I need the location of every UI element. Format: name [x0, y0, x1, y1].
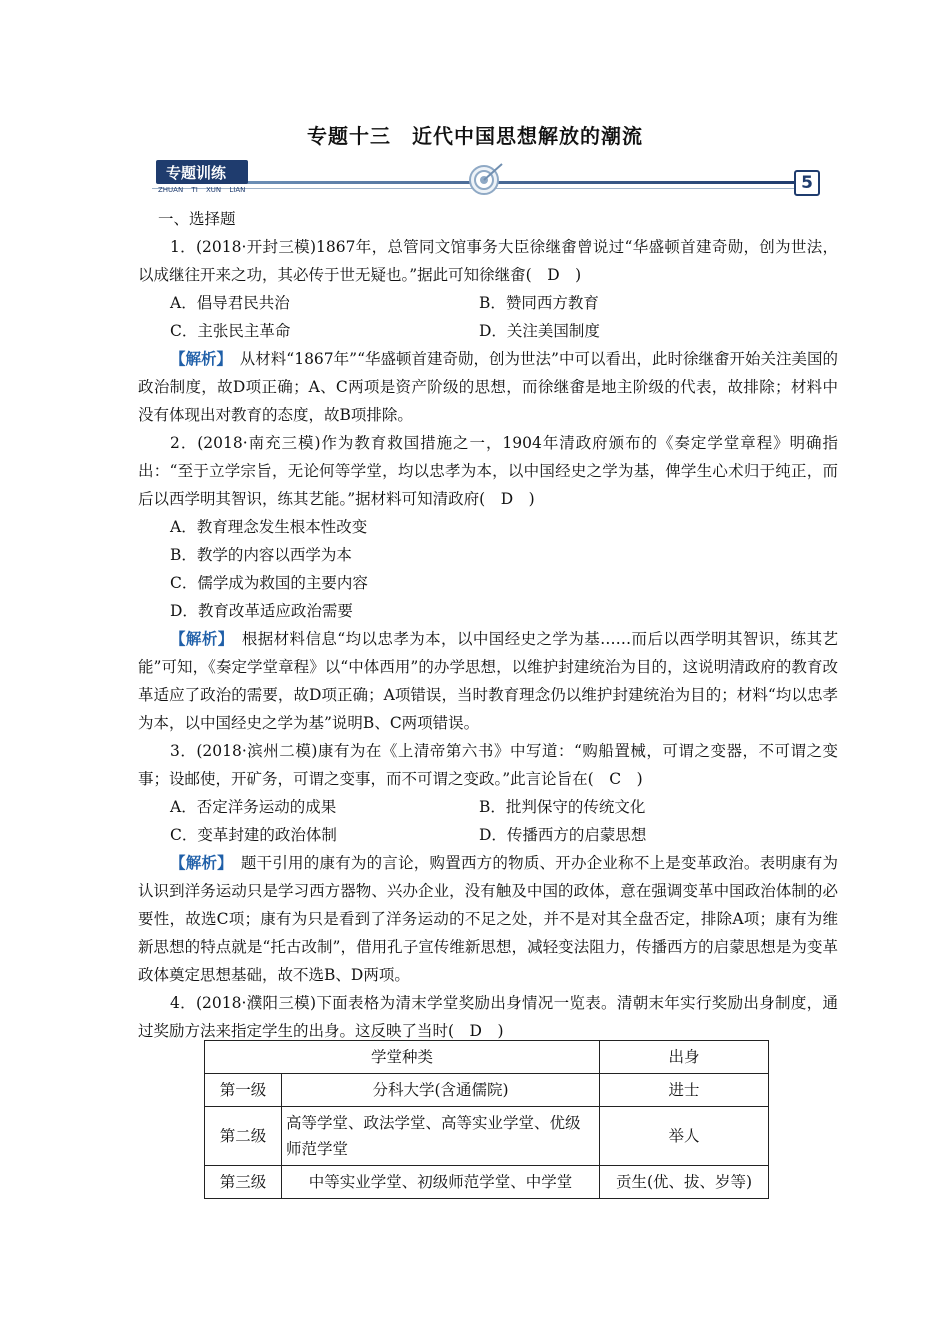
- table-cell-rank: 进士: [600, 1074, 769, 1107]
- analysis-text: 从材料“1867年”“华盛顿首建奇勋，创为世法”中可以看出，此时徐继畬开始关注美国的政治制度，故D项正确；A、C两项是资产阶级的思想，而徐继畬是地主阶级的代表，故排除；材料中没有体现出对教育的态度，故B项排除。: [138, 350, 838, 424]
- banner-pinyin: ZHUAN TI XUN LIAN: [158, 186, 246, 194]
- banner-tag: [156, 160, 248, 184]
- options-row: [138, 289, 838, 317]
- analysis-text: 题干引用的康有为的言论，购置西方的物质、开办企业称不上是变革政治。表明康有为认识到洋务运动只是学习西方器物、兴办企业，没有触及中国的政体，意在强调变革中国政治体制的必要性，故选C项；康有为只是看到了洋务运动的不足之处，并不是对其全盘否定，排除A项；康有为维新思想的特点就是“托古改制”，借用孔子宣传维新思想，减轻变法阻力，传播西方的启蒙思想是为变革政体奠定思想基础，故不选B、D两项。: [138, 854, 838, 984]
- target-icon: [460, 160, 508, 198]
- table-cell-schools: 分科大学(含通儒院): [282, 1074, 600, 1107]
- table-cell-level: 第二级: [205, 1107, 282, 1166]
- table-row: [205, 1166, 769, 1199]
- option-b: B．教学的内容以西学为本: [170, 546, 352, 564]
- section-heading: 一、选择题: [158, 210, 236, 228]
- option-b: B．批判保守的传统文化: [479, 798, 646, 816]
- table-header-cell: 出身: [600, 1041, 769, 1074]
- question-stem: 2．(2018·南充三模)作为教育救国措施之一，1904年清政府颁布的《奏定学堂章程》明确指出：“至于立学宗旨，无论何等学堂，均以忠孝为本，以中国经史之学为基，俾学生心术归于纯正，而后以西学明其智识，练其艺能。”据材料可知清政府( D ): [138, 434, 838, 508]
- table-cell-level: 第一级: [205, 1074, 282, 1107]
- question-stem: 3．(2018·滨州二模)康有为在《上清帝第六书》中写道：“购船置械，可谓之变器，不可谓之变事；设邮使，开矿务，可谓之变事，而不可谓之变政。”此言论旨在( C ): [138, 742, 838, 788]
- option-a: A．否定洋务运动的成果: [170, 798, 337, 816]
- section-banner: [152, 158, 820, 202]
- option-c: C．儒学成为救国的主要内容: [170, 574, 368, 592]
- table-header-row: [205, 1041, 769, 1074]
- table-header-cell: 学堂种类: [205, 1041, 600, 1074]
- options-row: [138, 793, 838, 821]
- banner-number: 5: [794, 170, 820, 196]
- options-row: [138, 317, 838, 345]
- option-a: A．倡导君民共治: [170, 294, 290, 312]
- option-b: B．赞同西方教育: [479, 294, 599, 312]
- banner-rule-bold: [244, 181, 794, 184]
- analysis-paragraph: [138, 625, 838, 737]
- table-cell-schools: 高等学堂、政法学堂、高等实业学堂、优级师范学堂: [282, 1107, 600, 1166]
- option-d: D．教育改革适应政治需要: [170, 602, 353, 620]
- analysis-label: 【解析】: [170, 854, 226, 872]
- analysis-label: 【解析】: [170, 630, 226, 648]
- page-title: 专题十三 近代中国思想解放的潮流: [307, 124, 643, 148]
- option-a: A．教育理念发生根本性改变: [170, 518, 368, 536]
- analysis-paragraph: [138, 849, 838, 989]
- analysis-text: 根据材料信息“均以忠孝为本，以中国经史之学为基……而后以西学明其智识，练其艺能”可知，《奏定学堂章程》以“中体西用”的办学思想，以维护封建统治为目的，这说明清政府的教育改革适应了政治的需要，故D项正确；A项错误，当时教育理念仍以维护封建统治为目的；材料“均以忠孝为本，以中国经史之学为基”说明B、C两项错误。: [138, 630, 838, 732]
- table-cell-rank: 举人: [600, 1107, 769, 1166]
- option-c: C．主张民主革命: [170, 322, 291, 340]
- table-row: [205, 1074, 769, 1107]
- table-cell-rank: 贡生(优、拔、岁等): [600, 1166, 769, 1199]
- option-d: D．关注美国制度: [479, 322, 600, 340]
- options-row: [138, 821, 838, 849]
- analysis-paragraph: [138, 345, 838, 429]
- table-row: [205, 1107, 769, 1166]
- analysis-label: 【解析】: [170, 350, 225, 368]
- question-content: [138, 206, 838, 1045]
- option-c: C．变革封建的政治体制: [170, 826, 337, 844]
- table-cell-schools: 中等实业学堂、初级师范学堂、中学堂: [282, 1166, 600, 1199]
- option-d: D．传播西方的启蒙思想: [479, 826, 647, 844]
- banner-label: 专题训练: [166, 164, 227, 182]
- question-stem: 1．(2018·开封三模)1867年，总管同文馆事务大臣徐继畬曾说过“华盛顿首建奇勋，创为世法，以成继往开来之功，其必传于世无疑也。”据此可知徐继畬( D ): [138, 238, 838, 284]
- question-stem: 4．(2018·濮阳三模)下面表格为清末学堂奖励出身情况一览表。清朝末年实行奖励出身制度，通过奖励方法来指定学生的出身。这反映了当时( D ): [138, 994, 838, 1040]
- table-cell-level: 第三级: [205, 1166, 282, 1199]
- school-rank-table: [204, 1040, 769, 1199]
